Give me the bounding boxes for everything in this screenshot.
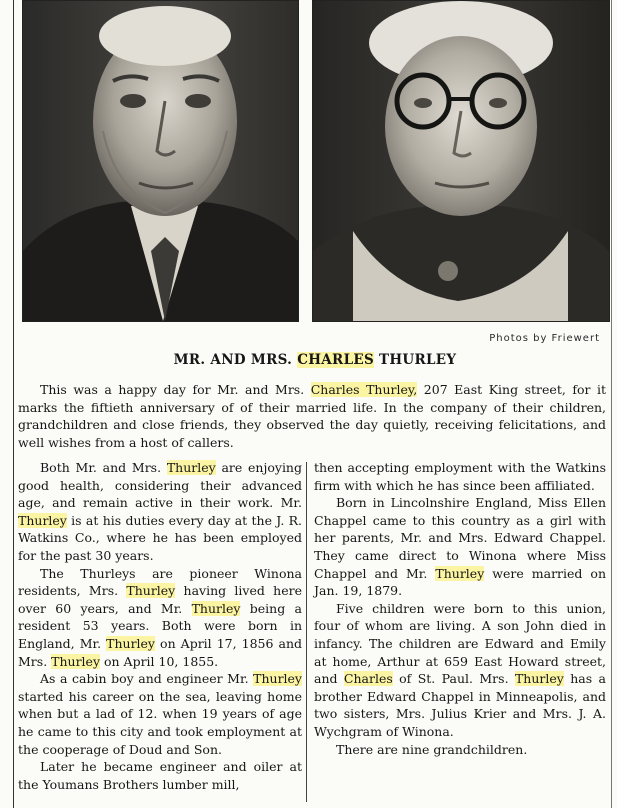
photo-mrs-thurley [312, 0, 610, 322]
search-highlight: Thurley [253, 671, 302, 687]
text-segment: being a resident 53 years. Both were born in England, Mr. [18, 600, 302, 651]
page-border-left [13, 0, 14, 808]
text-segment: Five children were born to this union, four of whom are living. A son John died in infancy. The children are Edward and Emily at home, Arthur at 659 East Howard street, and [314, 600, 606, 687]
text-segment: on April 10, 1855. [100, 653, 219, 669]
search-highlight: Thurley [18, 512, 67, 528]
text-segment: having lived here over 60 years, and Mr. [18, 583, 302, 616]
photo-mr-thurley [22, 0, 299, 322]
text-segment: Born in Lincolnshire England, Miss Ellen Chappel came to this country as a girl with her parents, Mr. and Mrs. Edward Chappel. They came direct to Winona where Miss Chappel and Mr. [314, 495, 606, 581]
headline-suffix: THURLEY [374, 352, 457, 368]
article-column-left [18, 459, 302, 793]
paragraph-watkins [314, 459, 606, 494]
paragraph-pioneers [18, 565, 302, 671]
text-segment: has a brother Edward Chappel in Minneapolis, and two sisters, Mrs. Julius Krier and Mrs. J. A. Wychgram of Winona. [314, 671, 606, 739]
text-segment: then accepting employment with the Watkins firm with which he has since been affiliated. [314, 460, 606, 493]
photo-credit: Photos by Friewert [489, 333, 600, 344]
lead-paragraph [18, 381, 606, 451]
search-highlight: Thurley [126, 583, 176, 599]
text-segment: is at his duties every day at the J. R. Watkins Co., where he has been employed for the past 30 years. [18, 512, 302, 563]
text-segment: The Thurleys are pioneer Winona residents, Mrs. [18, 565, 302, 599]
text-segment: As a cabin boy and engineer Mr. [40, 671, 254, 687]
headline-highlight-charles: CHARLES [297, 352, 375, 368]
search-highlight: Thurley [191, 600, 241, 616]
text-segment: There are nine grandchildren. [336, 741, 528, 757]
paragraph-chappel [314, 494, 606, 600]
search-highlight: Thurley [435, 565, 485, 581]
column-divider [306, 462, 307, 802]
lead-text [18, 381, 606, 451]
search-highlight: Thurley [106, 635, 155, 651]
paragraph-grandchildren [314, 741, 606, 759]
article-column-right [314, 459, 606, 758]
search-highlight: Charles Thurley, [310, 382, 418, 397]
search-highlight: Thurley [166, 460, 216, 475]
text-segment: on April 17, 1856 and Mrs. [18, 635, 302, 669]
paragraph-career [18, 670, 302, 758]
text-segment: 207 East King street, for it marks the fiftieth anniversary of of their married life. In the company of their children, grandchildren and close friends, they observed the day quietly, receiving felicitations, and well wishes from a host of callers. [18, 382, 606, 450]
text-segment: Later he became engineer and oiler at the Youmans Brothers lumber mill, [18, 759, 302, 792]
text-segment: of St. Paul. Mrs. [392, 671, 515, 687]
search-highlight: Charles [343, 671, 393, 687]
paragraph-engineer [18, 758, 302, 793]
article-headline [20, 352, 610, 368]
paragraph-health [18, 459, 302, 565]
page-border-right [611, 0, 612, 808]
headline-prefix: MR. AND MRS. [173, 352, 298, 368]
paragraph-children [314, 600, 606, 741]
search-highlight: Thurley [51, 653, 101, 669]
text-segment: Both Mr. and Mrs. [40, 460, 167, 475]
search-highlight: Thurley [514, 671, 564, 687]
text-segment: were married on Jan. 19, 1879. [314, 565, 607, 599]
text-segment: This was a happy day for Mr. and Mrs. [40, 382, 311, 397]
text-segment: are enjoying good health, considering their advanced age, and remain active in their work. Mr. [18, 460, 302, 511]
text-segment: started his career on the sea, leaving home when but a lad of 12. when 19 years of age he came to this city and took employment at the cooperage of Doud and Son. [18, 688, 302, 757]
